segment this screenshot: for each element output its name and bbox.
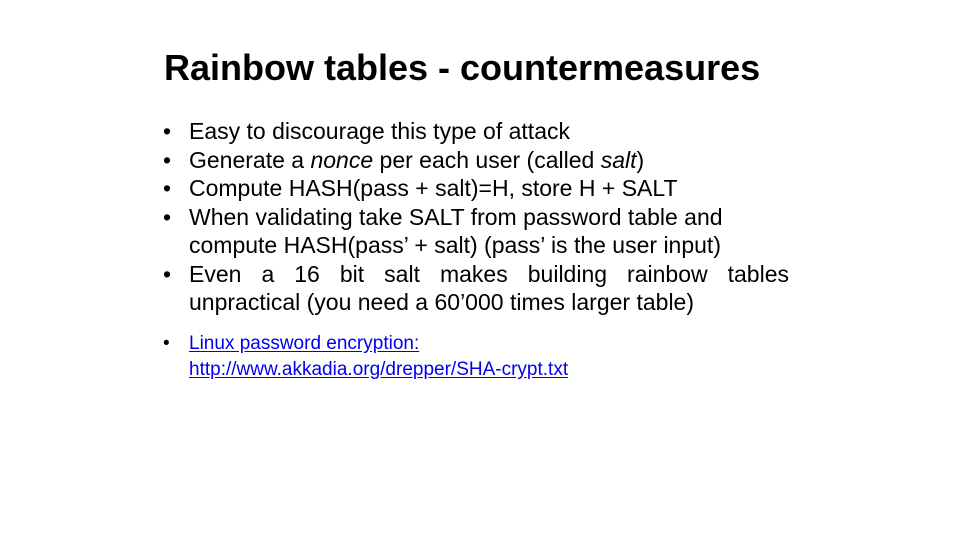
bullet-emphasis-salt: salt xyxy=(600,146,637,173)
bullet-item-5 xyxy=(163,260,793,317)
bullet-emphasis-nonce: nonce xyxy=(310,146,374,173)
link-url[interactable]: http://www.akkadia.org/drepper/SHA-crypt.txt xyxy=(189,358,569,380)
bullet-text: Easy to discourage this type of attack xyxy=(189,118,570,144)
bullet-text-line-2: compute HASH(pass’ + salt) (pass’ is the user input) xyxy=(189,232,721,258)
bullet-dot-icon: • xyxy=(163,175,172,201)
bullet-dot-icon: • xyxy=(163,118,172,144)
bullet-dot-icon: • xyxy=(163,146,172,173)
bullet-item-link xyxy=(163,331,793,383)
bullet-dot-icon: • xyxy=(163,332,170,354)
bullet-item-3 xyxy=(163,174,793,203)
bullet-item-2 xyxy=(163,146,793,175)
bullet-text-part: per each user (called xyxy=(373,146,601,173)
bullet-dot-icon: • xyxy=(163,203,172,230)
bullet-text-part: Generate a xyxy=(189,146,311,173)
bullet-item-4 xyxy=(163,203,793,260)
bullet-text: Compute HASH(pass + salt)=H, store H + SALT xyxy=(189,175,678,201)
bullet-list xyxy=(163,117,793,383)
bullet-text-part: ) xyxy=(636,146,645,173)
bullet-text-line-1: When validating take SALT from password table and xyxy=(189,203,723,230)
bullet-justified-line-1: Even a 16 bit salt makes building rainbow tables xyxy=(189,260,789,287)
bullet-text-line-2: unpractical (you need a 60’000 times larger table) xyxy=(189,289,695,315)
bullet-dot-icon: • xyxy=(163,260,172,287)
link-label[interactable]: Linux password encryption: xyxy=(189,332,420,354)
bullet-item-1 xyxy=(163,117,793,146)
slide-title: Rainbow tables - countermeasures xyxy=(164,47,761,88)
